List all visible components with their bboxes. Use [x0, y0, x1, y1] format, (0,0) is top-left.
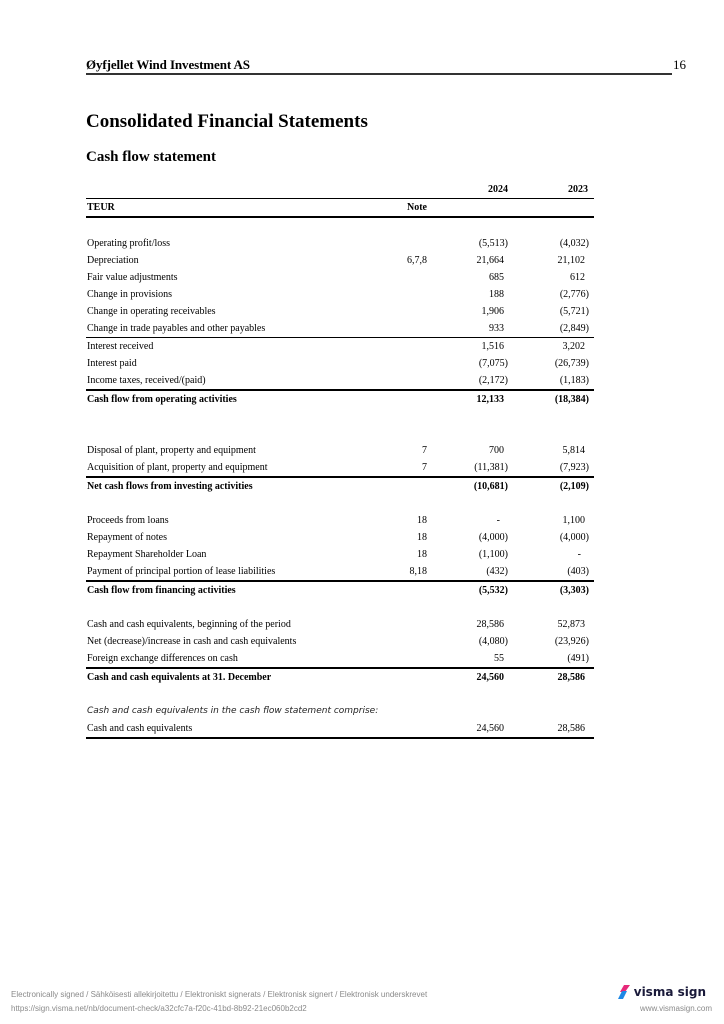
table-row: Change in operating receivables 1,906 (5,721)	[87, 306, 589, 317]
table-row: Change in trade payables and other payables 933 (2,849)	[86, 320, 594, 338]
table-row: Interest paid (7,075) (26,739)	[87, 358, 589, 369]
financing-total-row: Cash flow from financing activities (5,532) (3,303)	[87, 585, 589, 596]
table-row: Foreign exchange differences on cash 55 (491)	[86, 650, 594, 669]
document-check-link[interactable]: https://sign.visma.net/nb/document-check/a32cfc7a-f20c-41bd-8b92-21ec060b2cd2	[11, 1004, 307, 1013]
company-name: Øyfjellet Wind Investment AS	[86, 57, 250, 72]
page-number: 16	[673, 57, 686, 72]
comprise-note-row: Cash and cash equivalents in the cash flow statement comprise:	[87, 706, 379, 716]
operating-total-row: Cash flow from operating activities 12,133 (18,384)	[87, 394, 589, 405]
table-row: Repayment Shareholder Loan 18 (1,100) -	[87, 549, 581, 560]
page-title: Consolidated Financial Statements	[86, 111, 368, 132]
table-row: Change in provisions 188 (2,776)	[87, 289, 589, 300]
table-row: Income taxes, received/(paid) (2,172) (1,183)	[86, 372, 594, 391]
cash-total-row: Cash and cash equivalents at 31. December 24,560 28,586	[87, 672, 585, 683]
table-row: Acquisition of plant, property and equipment 7 (11,381) (7,923)	[86, 459, 594, 478]
table-row: Depreciation 6,7,8 21,664 21,102	[87, 255, 585, 266]
table-row: Cash and cash equivalents, beginning of the period 28,586 52,873	[87, 619, 585, 630]
table-row: Net (decrease)/increase in cash and cash equivalents (4,080) (23,926)	[87, 636, 589, 647]
visma-sign-logo	[618, 985, 706, 999]
cash-flow-table	[86, 182, 594, 739]
signature-notice: Electronically signed / Sähköisesti allekirjoitettu / Elektroniskt signerats / Elektronisk signert / Elektronisk underskrevet	[11, 990, 428, 999]
brand-name: visma sign	[633, 985, 706, 999]
table-row: Fair value adjustments 685 612	[87, 272, 585, 283]
note-header: Note	[407, 202, 427, 213]
year-header-row	[86, 182, 594, 199]
unit-header-row	[86, 199, 594, 218]
brand-website-link[interactable]: www.vismasign.com	[639, 1004, 712, 1013]
investing-total-row: Net cash flows from investing activities (10,681) (2,109)	[87, 481, 589, 492]
table-row: Interest received 1,516 3,202	[87, 341, 585, 352]
year-2023-header: 2023	[568, 184, 588, 195]
year-2024-header: 2024	[488, 184, 508, 195]
visma-sign-icon	[618, 985, 630, 999]
unit-label: TEUR	[87, 202, 115, 213]
table-row: Disposal of plant, property and equipment 7 700 5,814	[87, 445, 585, 456]
page-header	[86, 57, 686, 75]
table-row: Operating profit/loss (5,513) (4,032)	[87, 238, 589, 249]
comprise-row: Cash and cash equivalents 24,560 28,586	[86, 720, 594, 739]
table-row: Repayment of notes 18 (4,000) (4,000)	[87, 532, 589, 543]
table-row: Proceeds from loans 18 - 1,100	[87, 515, 585, 526]
section-title: Cash flow statement	[86, 149, 216, 165]
table-row: Payment of principal portion of lease liabilities 8,18 (432) (403)	[86, 563, 594, 582]
